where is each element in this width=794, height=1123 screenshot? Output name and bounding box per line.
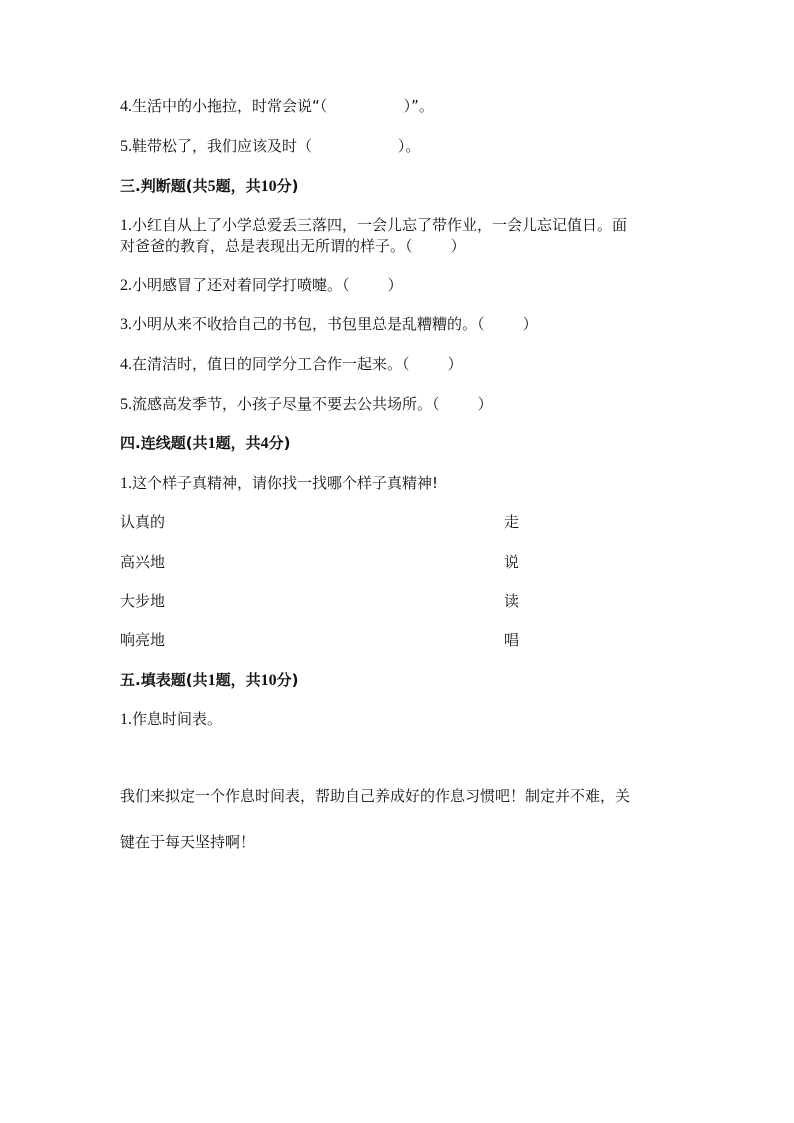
question-text: 对爸爸的教育，总是表现出无所谓的样子。（ ） xyxy=(120,237,466,255)
question-number: 1. xyxy=(120,475,132,492)
judge-question-4 xyxy=(120,354,463,375)
question-text: 在清洁时，值日的同学分工合作一起来。（ ） xyxy=(132,355,463,373)
section-title-mid: 题，共 xyxy=(215,177,261,195)
question-count: 1 xyxy=(207,435,216,452)
match-right-item[interactable]: 走 xyxy=(504,513,520,531)
section-5-heading xyxy=(120,670,298,691)
section-score-unit: 分) xyxy=(268,434,291,452)
answer-blank[interactable] xyxy=(327,96,403,116)
section-title: 填表题(共 xyxy=(140,671,208,689)
match-left-item[interactable]: 认真的 xyxy=(120,513,166,531)
match-right-item[interactable]: 说 xyxy=(504,553,520,571)
section-number: 四. xyxy=(120,434,141,452)
section-title-mid: 题，共 xyxy=(215,671,261,689)
question-text: 作息时间表。 xyxy=(132,710,223,728)
match-left-item[interactable]: 大步地 xyxy=(120,592,166,610)
question-text: 生活中的小拖拉，时常会说“（ xyxy=(132,97,328,115)
question-number: 5. xyxy=(120,138,132,155)
question-text: 流感高发季节，小孩子尽量不要去公共场所。（ ） xyxy=(132,395,493,413)
question-number: 3. xyxy=(120,316,132,333)
section-number: 五. xyxy=(120,671,141,689)
section-score-unit: 分) xyxy=(276,671,299,689)
answer-blank[interactable] xyxy=(312,136,398,156)
instruction-paragraph-line-1: 我们来拟定一个作息时间表，帮助自己养成好的作息习惯吧！制定并不难，关 xyxy=(120,787,631,805)
section-title: 判断题(共 xyxy=(140,177,208,195)
question-text: 小明感冒了还对着同学打喷嚏。（ ） xyxy=(132,276,403,294)
section-title-mid: 题，共 xyxy=(215,434,261,452)
question-text-end: ）。 xyxy=(397,137,421,155)
match-right-item[interactable]: 读 xyxy=(504,592,520,610)
section-4-heading xyxy=(120,433,290,454)
question-text-end: ）”。 xyxy=(403,97,434,115)
question-text: 鞋带松了，我们应该及时（ xyxy=(132,137,313,155)
match-left-item[interactable]: 高兴地 xyxy=(120,553,166,571)
question-text: 小红自从上了小学总爱丢三落四，一会儿忘了带作业，一会儿忘记值日。面 xyxy=(132,216,628,234)
section-score-unit: 分) xyxy=(276,177,299,195)
judge-question-3 xyxy=(120,314,538,335)
judge-question-1-line-2 xyxy=(120,236,466,256)
question-count: 1 xyxy=(207,672,216,689)
table-question-1 xyxy=(120,709,222,730)
fill-blank-question-4 xyxy=(120,96,434,117)
question-number: 1. xyxy=(120,711,132,728)
fill-blank-question-5 xyxy=(120,136,420,157)
match-question-1 xyxy=(120,473,438,494)
question-number: 1. xyxy=(120,217,132,234)
instruction-paragraph-line-2: 键在于每天坚持啊！ xyxy=(120,833,256,851)
question-number: 4. xyxy=(120,98,132,115)
section-3-heading xyxy=(120,176,298,197)
section-number: 三. xyxy=(120,177,141,195)
question-number: 2. xyxy=(120,277,132,294)
judge-question-2 xyxy=(120,275,403,296)
question-text: 这个样子真精神，请你找一找哪个样子真精神! xyxy=(132,474,439,492)
match-right-item[interactable]: 唱 xyxy=(504,631,520,649)
judge-question-5 xyxy=(120,394,493,415)
section-title: 连线题(共 xyxy=(140,434,208,452)
question-number: 4. xyxy=(120,356,132,373)
question-count: 5 xyxy=(207,178,216,195)
match-left-item[interactable]: 响亮地 xyxy=(120,631,166,649)
question-text: 小明从来不收拾自己的书包，书包里总是乱糟糟的。（ ） xyxy=(132,315,538,333)
judge-question-1 xyxy=(120,215,627,236)
section-score: 4 xyxy=(260,435,269,452)
section-score: 10 xyxy=(260,178,277,195)
question-number: 5. xyxy=(120,396,132,413)
section-score: 10 xyxy=(260,672,277,689)
